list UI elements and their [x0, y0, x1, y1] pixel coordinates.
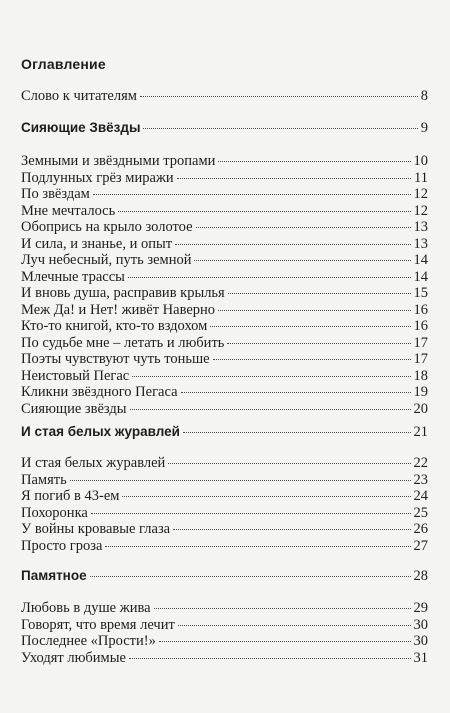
toc-entry: [21, 633, 428, 649]
toc-section-title: Памятное: [21, 568, 87, 583]
toc-entry: [21, 384, 428, 400]
toc-entry-page: 27: [413, 538, 428, 554]
dot-leader: [173, 529, 410, 530]
toc-entry: [21, 617, 428, 633]
toc-entry-title: Земными и звёздными тропами: [21, 153, 216, 169]
toc-entry: [21, 401, 428, 417]
toc-entry-page: 30: [413, 633, 428, 649]
toc-entry-page: 12: [413, 186, 428, 202]
toc-entry-title: Подлунных грёз миражи: [21, 170, 174, 186]
dot-leader: [70, 480, 411, 481]
toc-entry-page: 10: [413, 153, 428, 169]
toc-entry-title: Память: [21, 472, 67, 488]
dot-leader: [118, 211, 410, 212]
toc-section-page: 21: [413, 424, 428, 440]
dot-leader: [132, 376, 410, 377]
toc-entry: [21, 351, 428, 367]
dot-leader: [91, 513, 411, 514]
toc-entry: [21, 335, 428, 351]
toc-entry-title: Мне мечталось: [21, 203, 116, 219]
dot-leader: [122, 496, 410, 497]
dot-leader: [177, 178, 411, 179]
toc-entry-title: Любовь в душе жива: [21, 600, 151, 616]
toc-entry-title: Меж Да! и Нет! живёт Наверно: [21, 302, 216, 318]
dot-leader: [218, 161, 410, 162]
toc-entry-page: 29: [413, 600, 428, 616]
toc-entry-page: 24: [413, 488, 428, 504]
toc-entry-title: Неистовый Пегас: [21, 368, 130, 384]
toc-entry-page: 31: [413, 650, 428, 666]
toc-entry-page: 16: [413, 318, 428, 334]
toc-entry-title: Обопрись на крыло золотое: [21, 219, 193, 235]
toc-entry: [21, 252, 428, 268]
toc-section-page: 28: [413, 568, 428, 584]
toc-entry-page: 14: [413, 269, 428, 285]
toc-entry-page: 14: [413, 252, 428, 268]
dot-leader: [128, 277, 411, 278]
toc-entry-title: Последнее «Прости!»: [21, 633, 156, 649]
toc-entry: [21, 285, 428, 301]
toc-entry-page: 30: [413, 617, 428, 633]
dot-leader: [143, 128, 417, 129]
toc-entry-title: Сияющие звёзды: [21, 401, 127, 417]
toc-entry: [21, 153, 428, 169]
toc-entry-title: Млечные трассы: [21, 269, 125, 285]
toc-section: [21, 568, 428, 584]
toc-entry: [21, 302, 428, 318]
dot-leader: [168, 463, 410, 464]
dot-leader: [194, 260, 410, 261]
toc-entry-page: 8: [420, 88, 428, 104]
dot-leader: [227, 343, 410, 344]
dot-leader: [159, 641, 411, 642]
toc-entry: [21, 538, 428, 554]
dot-leader: [178, 625, 411, 626]
dot-leader: [181, 392, 411, 393]
toc-entry: [21, 318, 428, 334]
toc-entry: [21, 236, 428, 252]
toc-entry: [21, 600, 428, 616]
dot-leader: [90, 576, 411, 577]
toc-entry: [21, 472, 428, 488]
dot-leader: [196, 227, 411, 228]
toc-entry-page: 12: [413, 203, 428, 219]
toc-entry-page: 17: [413, 335, 428, 351]
toc-entry-title: И сила, и знанье, и опыт: [21, 236, 173, 252]
toc-section-page: 9: [420, 120, 428, 136]
toc-entry-page: 23: [413, 472, 428, 488]
toc-entry: [21, 170, 428, 186]
toc-heading: Оглавление: [21, 56, 106, 72]
toc-entry-title: Поэты чувствуют чуть тоньше: [21, 351, 210, 367]
toc-entry-page: 15: [413, 285, 428, 301]
dot-leader: [154, 608, 411, 609]
dot-leader: [105, 546, 410, 547]
toc-entry: [21, 505, 428, 521]
dot-leader: [183, 432, 411, 433]
toc-entry: [21, 219, 428, 235]
toc-entry: [21, 203, 428, 219]
toc-entry-page: 22: [413, 455, 428, 471]
dot-leader: [218, 310, 410, 311]
dot-leader: [93, 194, 411, 195]
toc-entry: [21, 650, 428, 666]
dot-leader: [140, 96, 418, 97]
toc-entry-title: Я погиб в 43-ем: [21, 488, 120, 504]
toc-section-title: Сияющие Звёзды: [21, 120, 141, 135]
toc-entry: [21, 488, 428, 504]
toc-entry-title: Слово к читателям: [21, 88, 137, 104]
toc-entry-page: 16: [413, 302, 428, 318]
toc-section: [21, 424, 428, 440]
dot-leader: [210, 326, 410, 327]
toc-entry: [21, 88, 428, 104]
dot-leader: [228, 293, 411, 294]
toc-entry-title: Уходят любимые: [21, 650, 126, 666]
toc-entry-title: И стая белых журавлей: [21, 455, 166, 471]
toc-entry: [21, 521, 428, 537]
toc-entry-title: Кликни звёздного Пегаса: [21, 384, 178, 400]
dot-leader: [130, 409, 411, 410]
toc-entry-title: Кто-то книгой, кто-то вздохом: [21, 318, 208, 334]
toc-entry: [21, 186, 428, 202]
dot-leader: [129, 658, 411, 659]
toc-entry-page: 13: [413, 236, 428, 252]
toc-entry-title: Похоронка: [21, 505, 88, 521]
toc-entry-title: По судьбе мне – летать и любить: [21, 335, 225, 351]
toc-entry-title: Говорят, что время лечит: [21, 617, 175, 633]
toc-section: [21, 120, 428, 136]
toc-entry-page: 20: [413, 401, 428, 417]
toc-entry-title: По звёздам: [21, 186, 90, 202]
toc-entry-title: И вновь душа, расправив крылья: [21, 285, 225, 301]
toc-entry-page: 26: [413, 521, 428, 537]
dot-leader: [175, 244, 410, 245]
toc-entry: [21, 368, 428, 384]
toc-entry-page: 19: [413, 384, 428, 400]
toc-entry-page: 25: [413, 505, 428, 521]
toc-entry-title: Просто гроза: [21, 538, 103, 554]
toc-entry-page: 17: [413, 351, 428, 367]
toc-entry-page: 18: [413, 368, 428, 384]
toc-section-title: И стая белых журавлей: [21, 424, 180, 439]
dot-leader: [213, 359, 411, 360]
toc-entry: [21, 269, 428, 285]
toc-entry: [21, 455, 428, 471]
toc-entry-title: Луч небесный, путь земной: [21, 252, 192, 268]
toc-entry-title: У войны кровавые глаза: [21, 521, 171, 537]
toc-entry-page: 11: [414, 170, 428, 186]
toc-entry-page: 13: [413, 219, 428, 235]
